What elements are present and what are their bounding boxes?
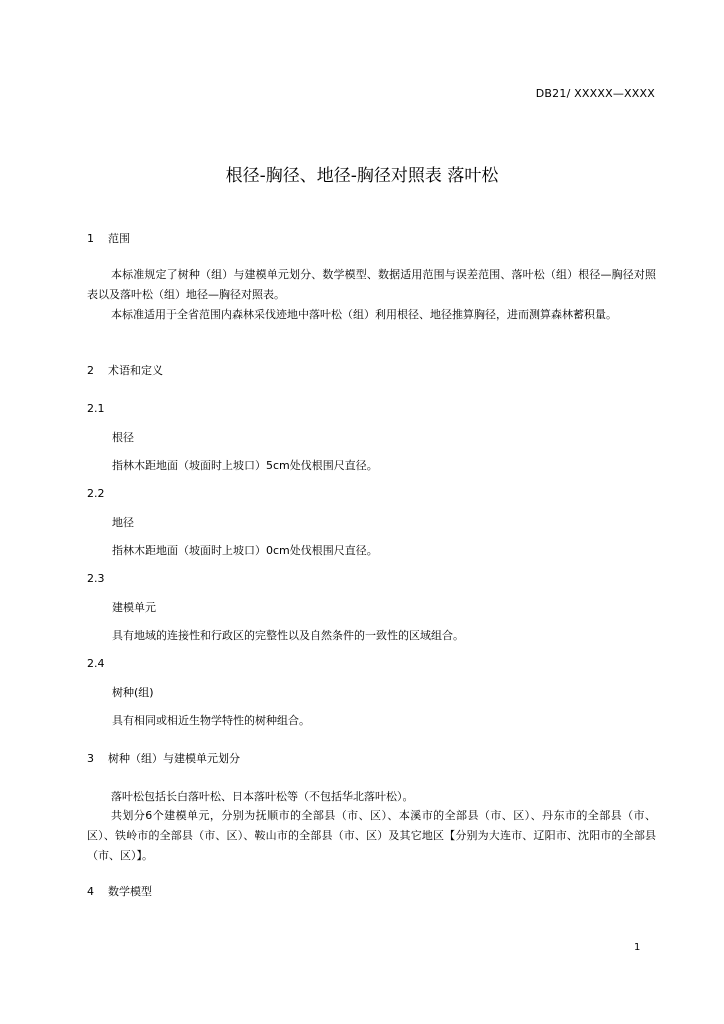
section-1-number: 1 (87, 232, 94, 245)
term-2-2-name: 地径 (112, 516, 134, 529)
term-2-2-number: 2.2 (87, 487, 105, 500)
section-2-heading (87, 364, 163, 378)
term-2-1-name: 根径 (112, 431, 134, 444)
term-2-4-number: 2.4 (87, 657, 105, 670)
term-2-1-number: 2.1 (87, 402, 105, 415)
term-2-2-definition: 指林木距地面（坡面时上坡口）0cm处伐根围尺直径。 (112, 544, 378, 557)
section-1-heading (87, 232, 130, 246)
document-title: 根径-胸径、地径-胸径对照表 落叶松 (225, 166, 499, 186)
section-2-title: 术语和定义 (108, 364, 163, 377)
term-2-4-name: 树种(组) (112, 686, 154, 699)
term-2-4-definition: 具有相同或相近生物学特性的树种组合。 (112, 714, 310, 727)
term-2-3-number: 2.3 (87, 572, 105, 585)
section-3-number: 3 (87, 752, 94, 765)
section-3-heading (87, 752, 240, 766)
section-4-title: 数学模型 (108, 885, 152, 898)
document-code: DB21/ XXXXX—XXXX (535, 87, 655, 100)
term-2-1-definition: 指林木距地面（坡面时上坡口）5cm处伐根围尺直径。 (112, 459, 378, 472)
section-1-title: 范围 (108, 232, 130, 245)
section-1-paragraph-2: 本标准适用于全省范围内森林采伐迹地中落叶松（组）利用根径、地径推算胸径，进而测算森林蓄积量。 (111, 308, 617, 321)
term-2-3-name: 建模单元 (112, 601, 156, 614)
section-1-paragraph-1: 本标准规定了树种（组）与建模单元划分、数学模型、数据适用范围与误差范围、落叶松（组）根径—胸径对照表以及落叶松（组）地径—胸径对照表。 (87, 268, 656, 301)
section-3-paragraph-2: 共划分6个建模单元，分别为抚顺市的全部县（市、区）、本溪市的全部县（市、区）、丹东市的全部县（市、区）、铁岭市的全部县（市、区）、鞍山市的全部县（市、区）及其它地区【分别为大连市、辽阳市、沈阳市的全部县（市、区）】。 (87, 809, 656, 862)
page-number: 1 (634, 942, 641, 953)
section-3-paragraph-1: 落叶松包括长白落叶松、日本落叶松等（不包括华北落叶松）。 (111, 790, 414, 803)
section-4-heading (87, 885, 152, 899)
term-2-3-definition: 具有地域的连接性和行政区的完整性以及自然条件的一致性的区域组合。 (112, 629, 464, 642)
section-4-number: 4 (87, 885, 94, 898)
section-2-number: 2 (87, 364, 94, 377)
section-3-title: 树种（组）与建模单元划分 (108, 752, 240, 765)
